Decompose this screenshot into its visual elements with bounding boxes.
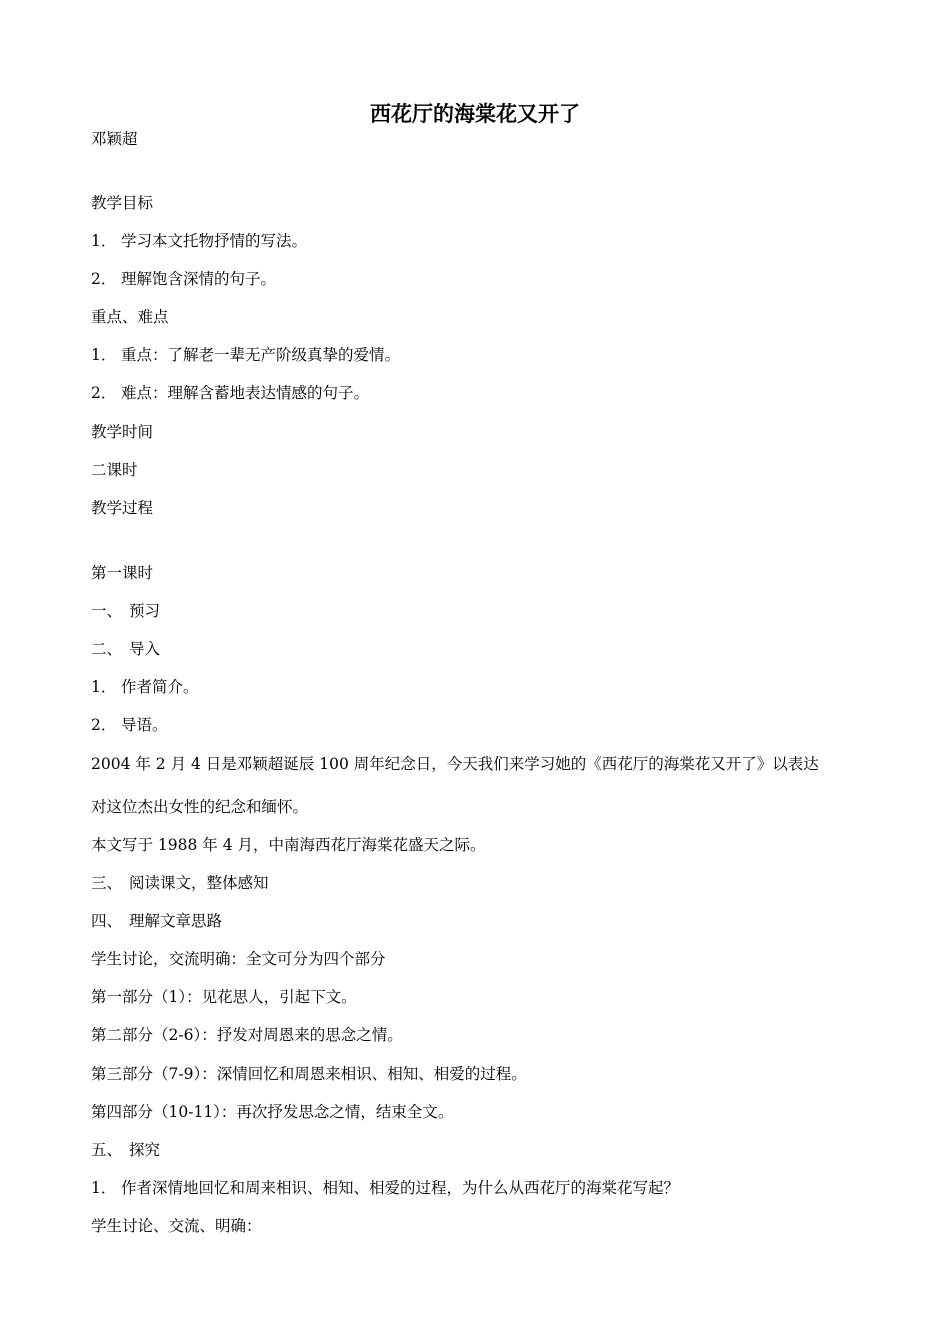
key-item (91, 345, 400, 365)
step-item (91, 873, 269, 893)
part-item: 第四部分（10-11）：再次抒发思念之情，结束全文。 (91, 1103, 454, 1121)
process-heading: 教学过程 (91, 499, 154, 517)
document-title: 西花厅的海棠花又开了 (370, 102, 580, 126)
author-name: 邓颖超 (91, 130, 138, 148)
intro-item (91, 677, 199, 697)
intro-item (91, 715, 168, 735)
goal-item (91, 231, 307, 251)
step-number: 四、 (91, 912, 123, 930)
step-item (91, 639, 160, 659)
key-item (91, 383, 369, 403)
question-number: 1． (91, 1179, 117, 1197)
part-item: 第二部分（2-6）：抒发对周恩来的思念之情。 (91, 1026, 403, 1044)
intro-text: 导语。 (121, 716, 168, 734)
step-number: 二、 (91, 640, 123, 658)
discussion-text: 学生讨论，交流明确：全文可分为四个部分 (91, 950, 386, 968)
part-item: 第三部分（7-9）：深情回忆和周恩来相识、相知、相爱的过程。 (91, 1065, 527, 1083)
goal-text: 理解饱含深情的句子。 (121, 270, 277, 288)
part-item: 第一部分（1）：见花思人，引起下文。 (91, 988, 357, 1006)
answer-lead: 学生讨论、交流、明确： (91, 1217, 262, 1235)
step-item (91, 911, 222, 931)
goal-text: 学习本文托物抒情的写法。 (121, 232, 308, 250)
intro-paragraph-line2: 对这位杰出女性的纪念和缅怀。 (91, 798, 309, 816)
step-item (91, 1140, 160, 1160)
step-number: 五、 (91, 1141, 123, 1159)
question-text: 作者深情地回忆和周来相识、相知、相爱的过程，为什么从西花厅的海棠花写起？ (121, 1179, 680, 1197)
question-item (91, 1178, 679, 1198)
step-text: 理解文章思路 (129, 912, 223, 930)
step-item (91, 601, 160, 621)
goal-item (91, 269, 276, 289)
step-text: 导入 (129, 640, 161, 658)
step-text: 阅读课文，整体感知 (129, 874, 269, 892)
step-number: 三、 (91, 874, 123, 892)
goals-heading: 教学目标 (91, 194, 154, 212)
goal-number: 1． (91, 232, 117, 250)
step-text: 探究 (129, 1141, 161, 1159)
step-number: 一、 (91, 602, 123, 620)
key-number: 2． (91, 384, 117, 402)
intro-number: 1． (91, 678, 117, 696)
time-heading: 教学时间 (91, 423, 154, 441)
intro-paragraph-2: 本文写于 1988 年 4 月，中南海西花厅海棠花盛天之际。 (91, 836, 486, 854)
step-text: 预习 (129, 602, 161, 620)
key-text: 难点：理解含蓄地表达情感的句子。 (121, 384, 370, 402)
key-number: 1． (91, 346, 117, 364)
intro-paragraph-line1: 2004 年 2 月 4 日是邓颖超诞辰 100 周年纪念日，今天我们来学习她的《西花厅的海棠花又开了》以表达 (91, 755, 819, 773)
lesson1-heading: 第一课时 (91, 564, 154, 582)
time-value: 二课时 (91, 461, 138, 479)
key-heading: 重点、难点 (91, 308, 169, 326)
goal-number: 2． (91, 270, 117, 288)
intro-text: 作者简介。 (121, 678, 199, 696)
intro-number: 2． (91, 716, 117, 734)
key-text: 重点：了解老一辈无产阶级真挚的爱情。 (121, 346, 401, 364)
